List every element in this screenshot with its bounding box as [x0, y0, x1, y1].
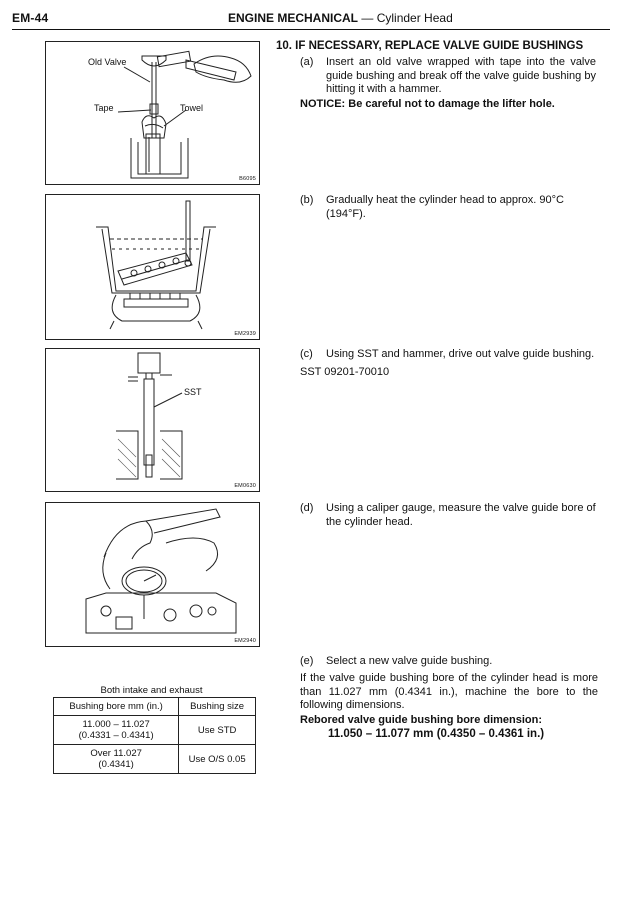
header-rule — [12, 29, 610, 30]
title-separator: — — [361, 11, 374, 25]
figure-sst — [45, 348, 260, 492]
old-valve-illustration — [46, 42, 259, 184]
label-sst: SST — [184, 387, 202, 397]
step-b-letter: (b) — [300, 194, 314, 206]
page-id: EM-44 — [12, 11, 49, 25]
bore-range: 11.000 – 11.027 — [82, 719, 150, 730]
size-cell: Use STD — [179, 716, 256, 745]
bore-range-in: (0.4331 – 0.4341) — [78, 730, 154, 741]
step-e — [300, 655, 596, 669]
bore-cell — [54, 716, 179, 745]
step-b-text: Gradually heat the cylinder head to approx. 90°C (194°F). — [326, 194, 564, 220]
sst-illustration — [46, 349, 259, 491]
step-c-sst: SST 09201-70010 — [300, 366, 390, 378]
step-d-letter: (d) — [300, 502, 314, 514]
step-heading: 10. IF NECESSARY, REPLACE VALVE GUIDE BUSHINGS — [276, 40, 584, 52]
step-c-letter: (c) — [300, 348, 313, 360]
table-caption: Both intake and exhaust — [100, 685, 203, 696]
step-c-text: Using SST and hammer, drive out valve guide bushing. — [326, 348, 595, 360]
figure-heating — [45, 194, 260, 340]
step-c — [300, 348, 600, 362]
caliper-gauge-illustration — [46, 503, 259, 646]
table-row — [54, 745, 256, 774]
section-title: ENGINE MECHANICAL — [228, 11, 359, 25]
rebored-label: Rebored valve guide bushing bore dimension: — [300, 714, 543, 726]
step-a-letter: (a) — [300, 56, 314, 68]
figure-code: EM2939 — [234, 331, 256, 337]
notice: NOTICE: Be careful not to damage the lifter hole. — [300, 98, 555, 110]
bore-range: Over 11.027 — [90, 748, 142, 759]
figure-old-valve — [45, 41, 260, 185]
col-bushing-bore: Bushing bore mm (in.) — [54, 698, 179, 716]
label-tape: Tape — [94, 103, 114, 113]
bushing-table — [53, 697, 256, 774]
figure-code: B6095 — [239, 176, 256, 182]
figure-code: EM2940 — [234, 638, 256, 644]
subsection-title: Cylinder Head — [376, 11, 453, 25]
step-e-body: If the valve guide bushing bore of the cylinder head is more than 11.027 mm (0.4341 in.), machine the bore to the following dimensions. — [300, 672, 598, 711]
table-header-row — [54, 698, 256, 716]
col-bushing-size: Bushing size — [179, 698, 256, 716]
bore-cell — [54, 745, 179, 774]
step-a-text: Insert an old valve wrapped with tape into the valve guide bushing and break off the valve guide bushing by hitting it with a hammer. — [326, 56, 596, 95]
step-e-letter: (e) — [300, 655, 314, 667]
page-title — [228, 11, 453, 25]
step-b — [300, 194, 596, 221]
table-row — [54, 716, 256, 745]
step-d — [300, 502, 596, 529]
figure-code: EM0630 — [234, 483, 256, 489]
figure-caliper — [45, 502, 260, 647]
label-old-valve: Old Valve — [88, 57, 127, 67]
label-towel: Towel — [180, 103, 204, 113]
heating-pan-illustration — [46, 195, 259, 339]
bore-range-in: (0.4341) — [98, 759, 134, 770]
step-e-text: Select a new valve guide bushing. — [326, 655, 493, 667]
step-d-text: Using a caliper gauge, measure the valve guide bore of the cylinder head. — [326, 502, 596, 528]
rebored-value: 11.050 – 11.077 mm (0.4350 – 0.4361 in.) — [328, 728, 545, 740]
size-cell: Use O/S 0.05 — [179, 745, 256, 774]
step-a — [300, 56, 596, 97]
